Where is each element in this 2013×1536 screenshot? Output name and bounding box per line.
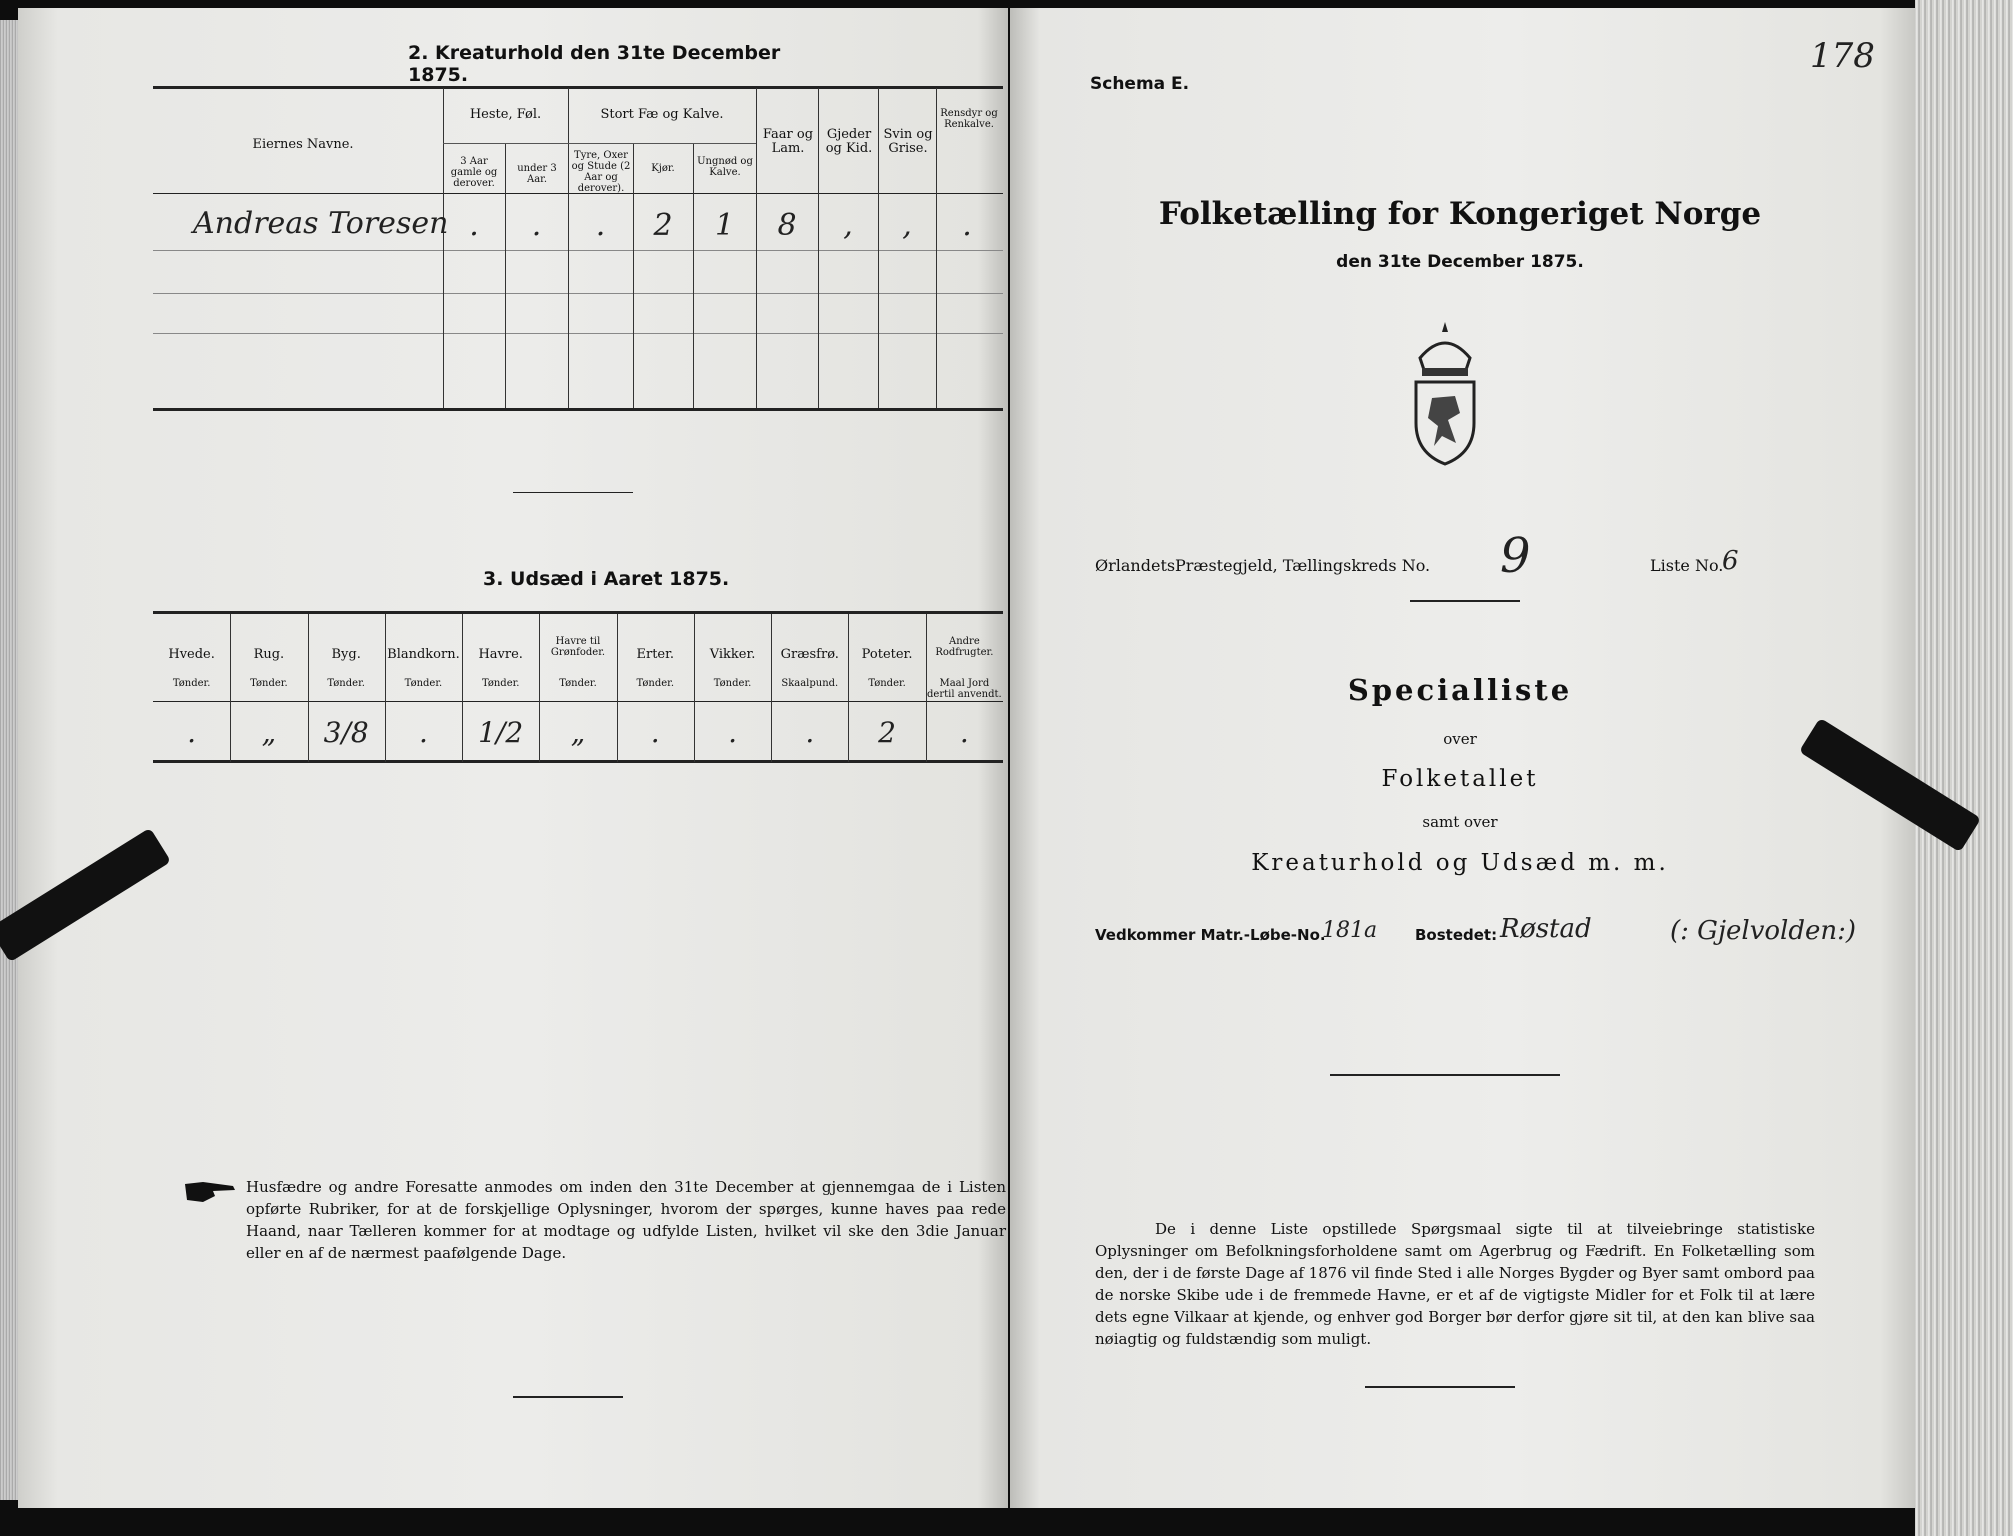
table2-top-rule bbox=[153, 611, 1003, 614]
folketallet-text: Folketallet bbox=[1381, 766, 1539, 792]
right-page-edges bbox=[1915, 0, 2013, 1536]
table2-bottom-rule bbox=[153, 760, 1003, 763]
crop-name: Andre Rodfrugter. bbox=[935, 636, 994, 658]
crop-unit: Tønder. bbox=[868, 678, 906, 689]
bosted-extra: (: Gjelvolden:) bbox=[1670, 916, 1857, 946]
samt-over-text: samt over bbox=[1422, 813, 1498, 831]
cell-heste2: . bbox=[531, 208, 542, 243]
crop-unit: Maal Jord dertil anvendt. bbox=[927, 678, 1002, 700]
crop-name: Poteter. bbox=[861, 647, 913, 662]
crop-unit: Tønder. bbox=[481, 678, 520, 689]
section3-title: 3. Udsæd i Aaret 1875. bbox=[483, 568, 730, 590]
faar-header: Faar og Lam. bbox=[762, 127, 814, 156]
table1-row-rule bbox=[153, 293, 1003, 294]
table1-top-rule bbox=[153, 86, 1003, 89]
crop-name: Erter. bbox=[636, 647, 675, 662]
cell-svin: , bbox=[902, 208, 912, 243]
svin-header: Svin og Grise. bbox=[883, 127, 933, 156]
col-divider bbox=[818, 88, 819, 408]
short-divider bbox=[513, 492, 633, 493]
cell-kjor: 2 bbox=[653, 208, 673, 243]
crop-value: . bbox=[650, 716, 660, 749]
cell-ungnod: 1 bbox=[714, 208, 735, 243]
matr-number: 181a bbox=[1322, 918, 1378, 943]
subheader-rule bbox=[443, 143, 756, 144]
bottom-divider bbox=[513, 1396, 623, 1398]
gjeder-header: Gjeder og Kid. bbox=[825, 127, 873, 156]
divider bbox=[1330, 1074, 1560, 1076]
heste-header: Heste, Føl. bbox=[469, 107, 542, 122]
cell-heste1: . bbox=[469, 208, 479, 243]
col-divider bbox=[878, 88, 879, 408]
crop-value: . bbox=[805, 716, 815, 749]
col-divider bbox=[693, 143, 694, 408]
crop-name: Vikker. bbox=[709, 647, 756, 662]
pointing-hand-icon bbox=[183, 1176, 238, 1206]
left-page bbox=[18, 8, 1008, 1508]
liste-number: 6 bbox=[1722, 546, 1739, 576]
col-divider bbox=[568, 88, 569, 408]
kreaturhold-text: Kreaturhold og Udsæd m. m. bbox=[1251, 850, 1669, 876]
crop-unit: Tønder. bbox=[559, 678, 597, 689]
cell-gjeder: , bbox=[843, 208, 853, 243]
crop-unit: Tønder. bbox=[327, 678, 365, 689]
crop-value: „ bbox=[261, 716, 277, 749]
crop-name: Hvede. bbox=[168, 647, 215, 662]
crop-unit: Tønder. bbox=[404, 678, 443, 689]
table1-row-rule bbox=[153, 333, 1003, 334]
bosted-label: Bostedet: bbox=[1415, 926, 1498, 944]
kreds-number: 9 bbox=[1500, 528, 1531, 584]
crop-unit: Skaalpund. bbox=[781, 678, 839, 689]
crop-name: Byg. bbox=[331, 647, 361, 662]
schema-label: Schema E. bbox=[1090, 74, 1190, 94]
heste-sub1: 3 Aar gamle og derover. bbox=[450, 156, 498, 189]
crop-value: . bbox=[959, 716, 969, 749]
cell-faar: 8 bbox=[777, 208, 797, 243]
left-page-edges bbox=[0, 20, 18, 1500]
cell-fae1: . bbox=[595, 208, 606, 243]
intro-paragraph: De i denne Liste opstillede Spørgsmaal sigte til at tilveiebringe statistiske Oplysninger om Befolkningsforholdene samt om Agerbrug og Fædrift. En Folketælling som den, der i de første Dage af 1876 vil finde Sted i alle Norges Bygder og Byer samt ombord paa de norske Skibe ude i de fremmede Havne, er et af de vigtigste Midler for et Folk til at lære dets egne Vilkaar at kjende, og enhver god Borger bør derfor gjøre sit til, at den kan blive saa nøiagtig og fuldstændig som muligt. bbox=[1095, 1220, 1815, 1348]
heste-sub2: under 3 Aar. bbox=[517, 163, 557, 185]
page-number: 178 bbox=[1810, 36, 1875, 76]
crop-name: Havre til Grønfoder. bbox=[550, 636, 606, 658]
fae-sub3: Ungnød og Kalve. bbox=[697, 156, 753, 178]
crop-value: . bbox=[187, 716, 197, 749]
liste-label: Liste No. bbox=[1650, 556, 1724, 575]
crop-name: Rug. bbox=[253, 647, 285, 662]
title-date: den 31te December 1875. bbox=[1336, 252, 1584, 272]
owner-header: Eiernes Navne. bbox=[252, 137, 354, 152]
crop-value: 2 bbox=[878, 716, 896, 749]
owner-name: Andreas Toresen bbox=[193, 206, 449, 241]
specialliste-title: Specialliste bbox=[1347, 673, 1573, 707]
col-divider bbox=[936, 88, 937, 408]
crop-unit: Tønder. bbox=[172, 678, 211, 689]
crop-unit: Tønder. bbox=[636, 678, 675, 689]
prestegjeld-label: Præstegjeld, Tællingskreds No. bbox=[1175, 556, 1431, 575]
coat-of-arms-icon bbox=[1400, 318, 1490, 468]
divider bbox=[1410, 600, 1520, 602]
crop-unit: Tønder. bbox=[713, 678, 752, 689]
bottom-divider bbox=[1365, 1386, 1515, 1388]
notice-text: Husfædre og andre Foresatte anmodes om inden den 31te December at gjennemgaa de i Listen opførte Rubriker, for at de forskjellige Oplysninger, hvorom der spørges, kunne haves paa rede Haand, naar Tælleren kommer for at modtage og udfylde Listen, hvilket vil ske den 3die Januar eller en af de nærmest paafølgende Dage. bbox=[246, 1178, 1006, 1262]
prestegjeld-value: Ørlandets bbox=[1095, 556, 1176, 575]
table1-row-rule bbox=[153, 250, 1003, 251]
col-divider bbox=[633, 143, 634, 408]
crop-name: Græsfrø. bbox=[780, 647, 839, 662]
col-divider bbox=[505, 143, 506, 408]
right-page bbox=[1010, 8, 1915, 1508]
col-divider bbox=[443, 88, 444, 408]
crop-name: Blandkorn. bbox=[387, 647, 460, 662]
table1-bottom-rule bbox=[153, 408, 1003, 411]
cell-rensdyr: . bbox=[962, 208, 972, 243]
crop-value: . bbox=[418, 716, 428, 749]
fae-sub1: Tyre, Oxer og Stude (2 Aar og derover). bbox=[571, 150, 631, 194]
table2-header-rule bbox=[153, 701, 1003, 702]
crop-value: 1/2 bbox=[478, 716, 524, 749]
matr-label: Vedkommer Matr.-Løbe-No. bbox=[1095, 926, 1326, 944]
main-title: Folketælling for Kongeriget Norge bbox=[1158, 196, 1762, 232]
stort-fae-header: Stort Fæ og Kalve. bbox=[600, 107, 724, 122]
crop-value: 3/8 bbox=[323, 716, 369, 749]
crop-value: . bbox=[728, 716, 737, 749]
col-divider bbox=[756, 88, 757, 408]
crop-unit: Tønder. bbox=[250, 678, 288, 689]
section2-title: 2. Kreaturhold den 31te December 1875. bbox=[408, 42, 781, 86]
crop-value: „ bbox=[570, 716, 586, 749]
fae-sub2: Kjør. bbox=[651, 163, 675, 174]
over-text: over bbox=[1443, 730, 1477, 748]
bosted-value: Røstad bbox=[1500, 914, 1592, 944]
crop-name: Havre. bbox=[478, 647, 523, 662]
rensdyr-header: Rensdyr og Renkalve. bbox=[940, 108, 998, 130]
